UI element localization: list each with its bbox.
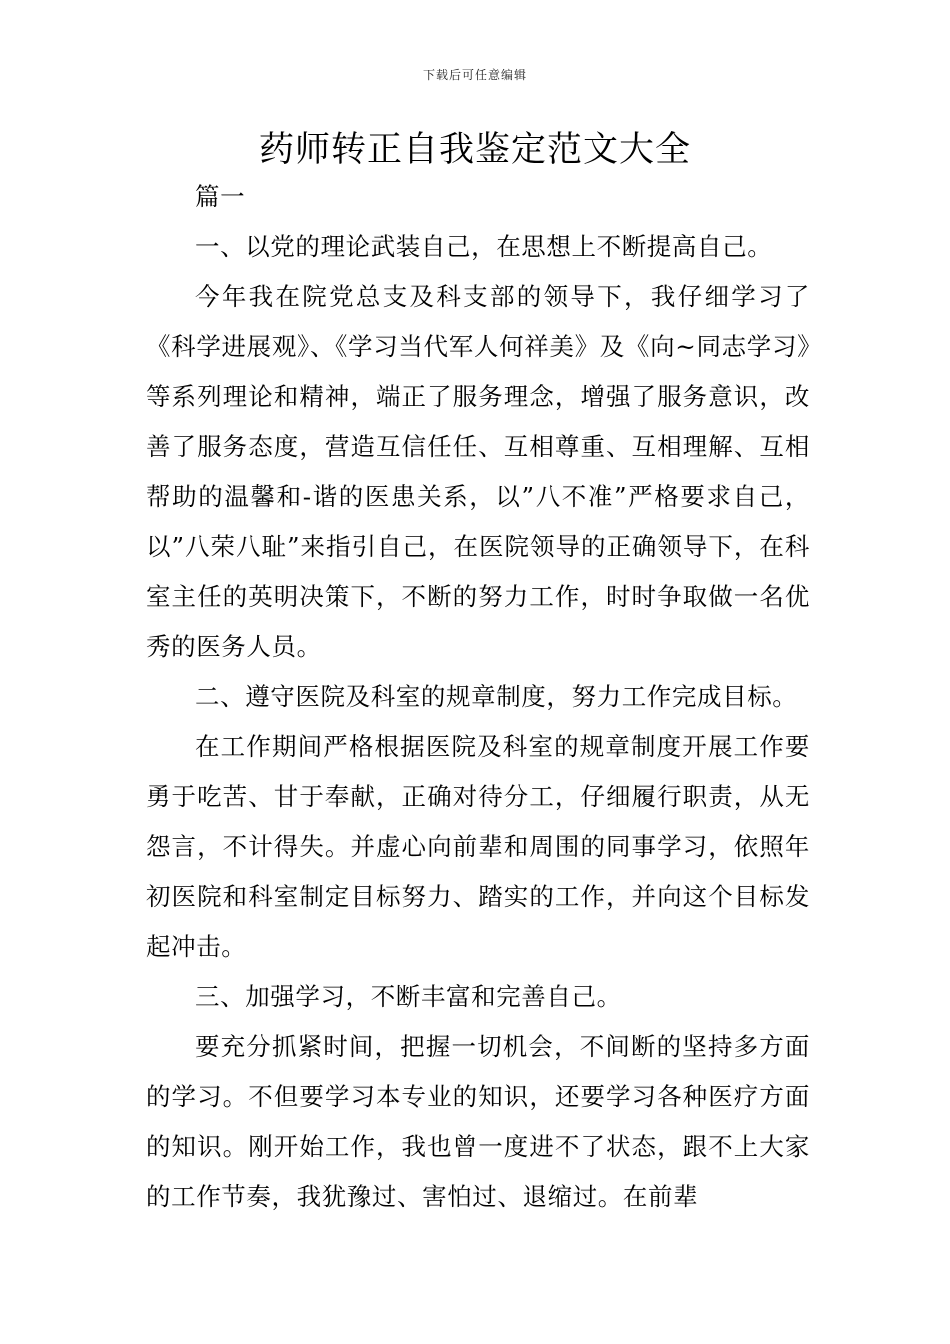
document-body: [146, 172, 810, 1222]
section-heading-2: 二、遵守医院及科室的规章制度，努力工作完成目标。: [195, 682, 798, 711]
section-label: 篇一: [195, 182, 246, 211]
document-title: 药师转正自我鉴定范文大全: [258, 130, 691, 170]
paragraph-2: 在工作期间严格根据医院及科室的规章制度开展工作要勇于吃苦、甘于奉献，正确对待分工，仔细履行职责，从无怨言，不计得失。并虚心向前辈和周围的同事学习，依照年初医院和科室制定目标努力、踏实的工作，并向这个目标发起冲击。: [146, 732, 810, 961]
paragraph-3: 要充分抓紧时间，把握一切机会，不间断的坚持多方面的学习。不但要学习本专业的知识，还要学习各种医疗方面的知识。刚开始工作，我也曾一度进不了状态，跟不上大家的工作节奏，我犹豫过、害怕过、退缩过。在前辈: [146, 1032, 810, 1211]
section-heading-1: 一、以党的理论武装自己，在思想上不断提高自己。: [195, 232, 773, 261]
section-heading-3: 三、加强学习，不断丰富和完善自己。: [195, 982, 622, 1011]
header-note: 下载后可任意编辑: [422, 68, 527, 82]
paragraph-1: 今年我在院党总支及科支部的领导下，我仔细学习了《科学进展观》、《学习当代军人何祥美》及《向~同志学习》等系列理论和精神，端正了服务理念，增强了服务意识，改善了服务态度，营造互信任任、互相尊重、互相理解、互相帮助的温馨和-谐的医患关系，以”八不准”严格要求自己，以”八荣八耻”来指引自己，在医院领导的正确领导下，在科室主任的英明决策下，不断的努力工作，时时争取做一名优秀的医务人员。: [146, 282, 810, 661]
